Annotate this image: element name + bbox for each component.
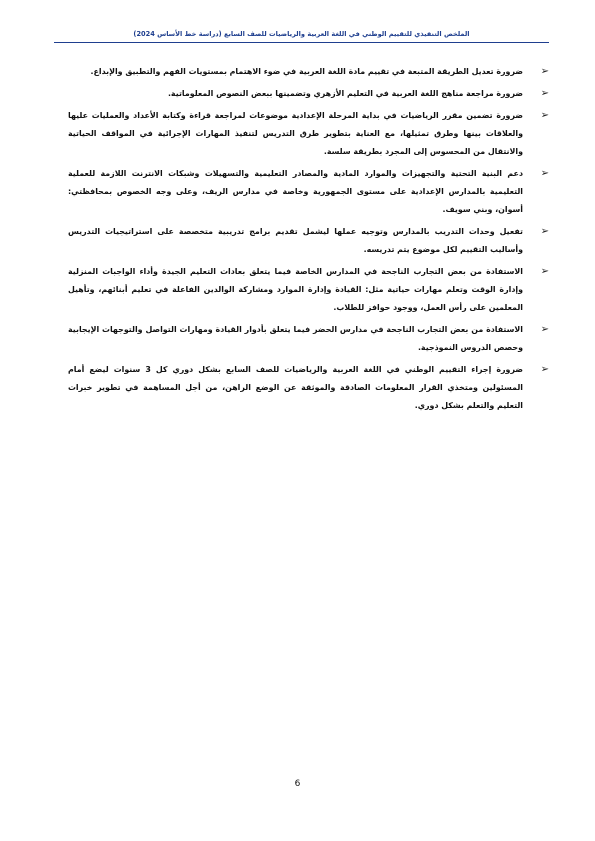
list-item-text: دعم البنية التحتية والتجهيزات والموارد المادية والمصادر التعليمية والتسهيلات وشبكات الانترنت اللازمة للعملية التعليمية بالمدارس الإعدادية على مستوى الجمهورية وخاصة في مدارس الريف، وعلى وجه الخصوص بمحافظتي: أسوان، وبني سويف. [68, 169, 523, 214]
arrow-bullet-icon: ➢ [540, 364, 549, 375]
list-item-text: ضرورة تعديل الطريقة المتبعة في تقييم مادة اللغة العربية في ضوء الاهتمام بمستويات الفهم والتطبيق والإبداع. [90, 67, 523, 76]
list-item [68, 63, 549, 81]
arrow-bullet-icon: ➢ [540, 66, 549, 77]
arrow-bullet-icon: ➢ [540, 226, 549, 237]
arrow-bullet-icon: ➢ [540, 266, 549, 277]
arrow-bullet-icon: ➢ [540, 168, 549, 179]
page-header: الملخص التنفيذي للتقييم الوطني في اللغة العربية والرياضيات للصف السابع (دراسة خط الأساس 2024) [54, 30, 549, 43]
list-item [68, 361, 549, 415]
arrow-bullet-icon: ➢ [540, 110, 549, 121]
list-item [68, 263, 549, 317]
list-item [68, 107, 549, 161]
list-item-text: ضرورة إجراء التقييم الوطني في اللغة العربية والرياضيات للصف السابع بشكل دوري كل 3 سنوات ليضع أمام المسئولين ومتخذي القرار المعلومات الصادقة والموثقة عن الوضع الراهن، من أجل المساهمة في تطوير خبرات التعليم والتعلم بشكل دوري. [68, 365, 523, 410]
list-item-text: تفعيل وحدات التدريب بالمدارس وتوجيه عملها ليشمل تقديم برامج تدريبية متخصصة على استراتيجيات التدريس وأساليب التقييم لكل موضوع يتم تدريسه. [68, 227, 523, 254]
list-item [68, 223, 549, 259]
arrow-bullet-icon: ➢ [540, 88, 549, 99]
list-item [68, 85, 549, 103]
list-item-text: ضرورة تضمين مقرر الرياضيات في بداية المرحلة الإعدادية موضوعات لمراجعة قراءة وكتابة الأعداد والعمليات عليها والعلاقات بينها وطرق تمثيلها، مع العناية بتطوير طرق التدريس لتنفيذ المهارات الإجرائية في المواقف الحياتية والانتقال من المحسوس إلى المجرد بطريقة سلسة. [68, 111, 523, 156]
list-item [68, 165, 549, 219]
list-item [68, 321, 549, 357]
recommendations-list [68, 63, 549, 419]
page-number: 6 [294, 779, 301, 789]
list-item-text: الاستفادة من بعض التجارب الناجحة في مدارس الحضر فيما يتعلق بأدوار القيادة ومهارات التواصل والتوجهات الإيجابية وحصص الدروس النموذجية. [68, 325, 523, 352]
arrow-bullet-icon: ➢ [540, 324, 549, 335]
list-item-text: ضرورة مراجعة مناهج اللغة العربية في التعليم الأزهري وتضمينها ببعض النصوص المعلوماتية. [167, 89, 523, 98]
list-item-text: الاستفادة من بعض التجارب الناجحة في المدارس الخاصة فيما يتعلق بعادات التعليم الجيدة وأداء الواجبات المنزلية وإدارة الوقت وتعلم مهارات حياتية مثل: القيادة وإدارة الموارد ومشاركة الوالدين الفاعلة في تعليم أبنائهم، وتأهيل المعلمين على رأس العمل، ووجود حوافز للطلاب. [68, 267, 523, 312]
